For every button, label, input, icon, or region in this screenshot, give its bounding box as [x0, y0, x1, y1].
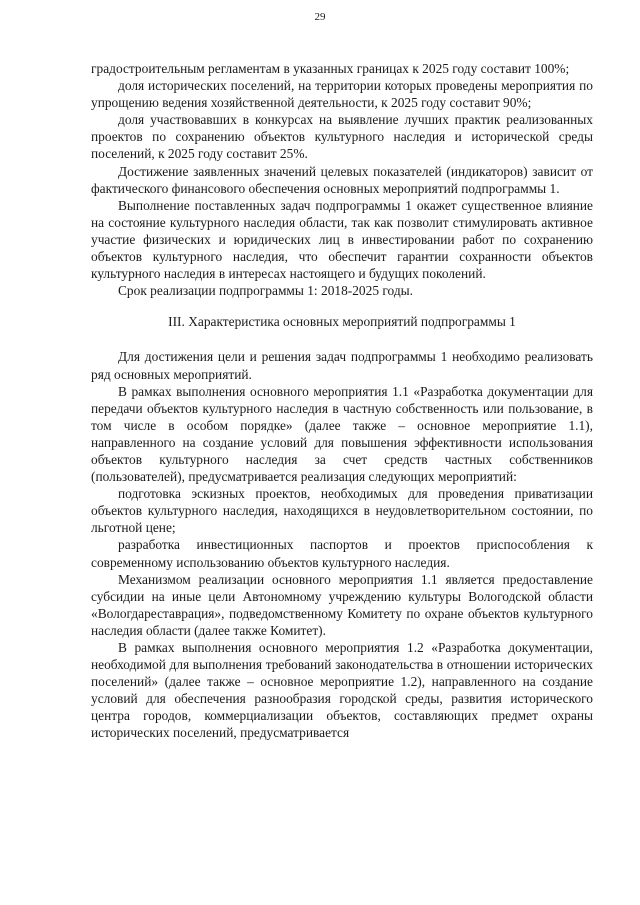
paragraph: В рамках выполнения основного мероприятия 1.2 «Разработка документации, необходимой для выполнения требований законодательства в отношении исторических поселений» (далее также – основное мероприятие 1.2), направленного на создание условий для обеспечения разнообразия городской среды, развития исторического центра городов, коммерциализации объектов, составляющих предмет охраны исторических поселений, предусматривается — [91, 640, 593, 741]
paragraph: Срок реализации подпрограммы 1: 2018-2025 годы. — [118, 283, 413, 299]
paragraphs-before-heading — [91, 60, 593, 299]
paragraph: градостроительным регламентам в указанных границах к 2025 году составит 100%; — [91, 61, 570, 76]
paragraphs-after-heading — [91, 348, 593, 741]
page-number: 29 — [314, 11, 326, 23]
section-heading: III. Характеристика основных мероприятий подпрограммы 1 — [168, 314, 516, 330]
document-body — [91, 60, 593, 742]
paragraph: Выполнение поставленных задач подпрограммы 1 окажет существенное влияние на состояние культурного наследия области, так как позволит стимулировать активное участие физических и юридических лиц в инвестировании работ по сохранению объектов культурного наследия, что обеспечит гарантии сохранности объектов культурного наследия в интересах настоящего и будущих поколений. — [91, 197, 593, 282]
paragraph: Достижение заявленных значений целевых показателей (индикаторов) зависит от фактического финансового обеспечения основных мероприятий подпрограммы 1. — [91, 163, 593, 196]
paragraph: Механизмом реализации основного мероприятия 1.1 является предоставление субсидии на иные цели Автономному учреждению культуры Вологодской области «Вологдареставрация», подведомственному Комитету по охране объектов культурного наследия области (далее также Комитет). — [91, 571, 593, 638]
paragraph: доля исторических поселений, на территории которых проведены мероприятия по упрощению ведения хозяйственной деятельности, к 2025 году составит 90%; — [91, 78, 593, 111]
paragraph: В рамках выполнения основного мероприятия 1.1 «Разработка документации для передачи объектов культурного наследия в частную собственность или пользование, в том числе в особом порядке» (далее также – основное мероприятие 1.1), направленного на создание условий для повышения эффективности использования объектов культурного наследия за счет средств частных собственников (пользователей), предусматривается реализация следующих мероприятий: — [91, 383, 593, 485]
paragraph: разработка инвестиционных паспортов и проектов приспособления к современному использованию объектов культурного наследия. — [91, 537, 593, 570]
paragraph: доля участвовавших в конкурсах на выявление лучших практик реализованных проектов по сохранению объектов культурного наследия и исторической среды поселений, к 2025 году составит 25%. — [91, 112, 593, 162]
paragraph: Для достижения цели и решения задач подпрограммы 1 необходимо реализовать ряд основных мероприятий. — [91, 349, 593, 382]
paragraph: подготовка эскизных проектов, необходимых для проведения приватизации объектов культурного наследия, находящихся в неудовлетворительном состоянии, по льготной цене; — [91, 486, 593, 536]
